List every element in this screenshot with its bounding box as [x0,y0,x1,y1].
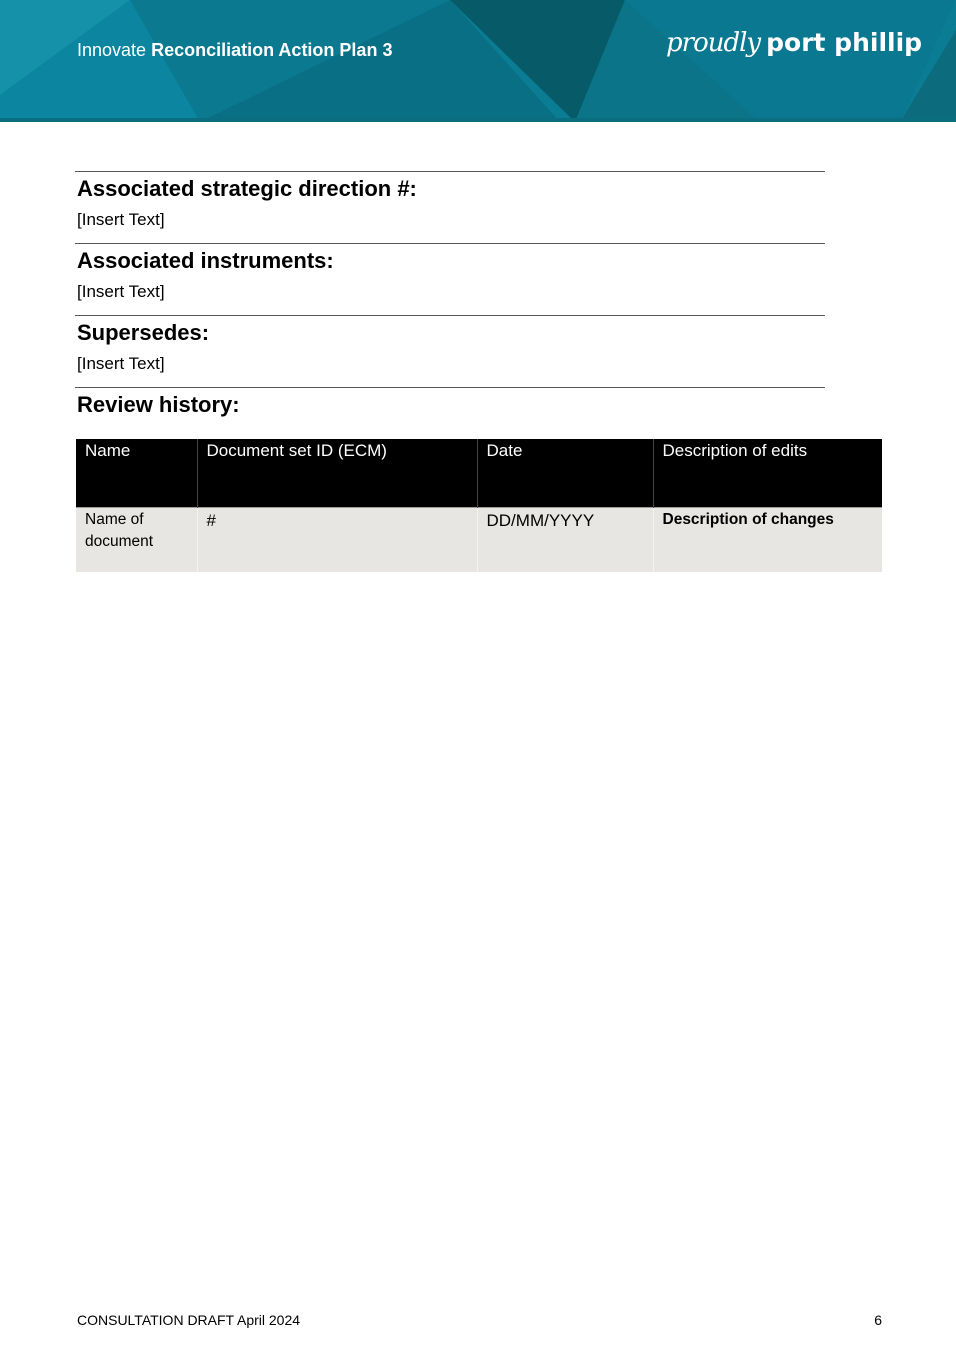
section-heading: Review history: [77,392,240,417]
section-text: [Insert Text] [77,210,165,229]
header-banner [0,0,956,122]
cell-document-set-id: # [197,507,477,572]
column-header-name: Name [76,439,197,507]
section-supersedes [75,315,825,387]
section-heading: Associated strategic direction #: [77,176,417,201]
section-review-history [75,387,825,419]
section-strategic-direction [75,171,825,243]
section-associated-instruments [75,243,825,315]
section-text: [Insert Text] [77,282,165,301]
review-history-table [76,439,882,572]
cell-description: Description of changes [653,507,882,572]
document-title [77,40,392,61]
section-heading: Supersedes: [77,320,210,345]
footer-page-number: 6 [874,1312,882,1328]
cell-name: Name of document [76,507,197,572]
title-prefix: Innovate [77,40,147,60]
table-row [76,507,882,572]
column-header-description: Description of edits [653,439,882,507]
title-strong: Reconciliation Action Plan 3 [151,40,393,60]
footer-draft-label: CONSULTATION DRAFT April 2024 [77,1312,301,1328]
document-body [75,171,825,419]
logo-word-text: port phillip [766,28,923,57]
section-text: [Insert Text] [77,354,165,373]
table-header-row [76,439,882,507]
section-heading: Associated instruments: [77,248,334,273]
cell-date: DD/MM/YYYY [477,507,653,572]
column-header-date: Date [477,439,653,507]
proudly-port-phillip-logo [666,28,922,72]
column-header-document-set-id: Document set ID (ECM) [197,439,477,507]
logo-script-text: proudly [666,28,761,58]
